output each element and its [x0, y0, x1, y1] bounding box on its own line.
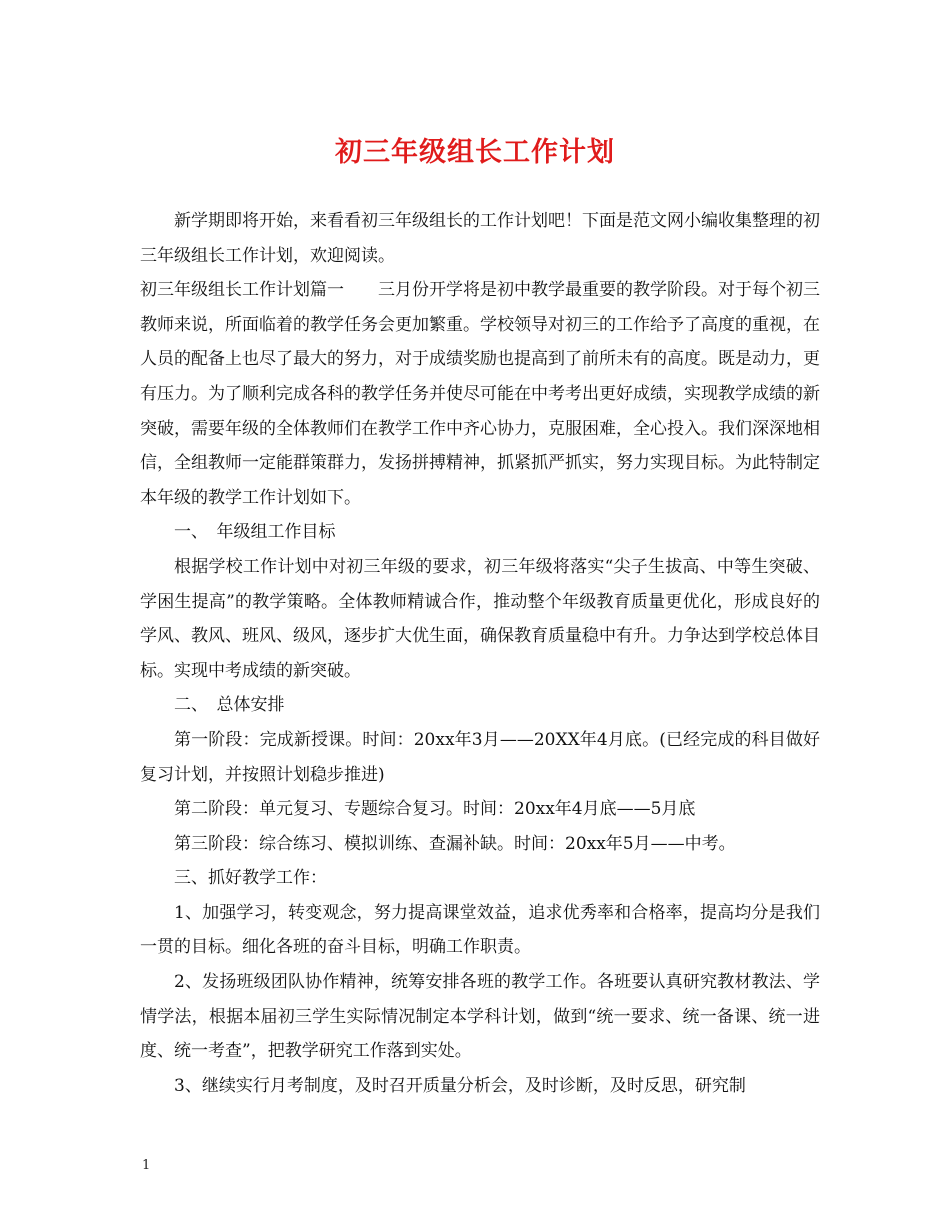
heading-section-3: 三、抓好教学工作： — [174, 868, 327, 889]
heading-section-2: 二、 总体安排 — [174, 695, 285, 716]
page-number: 1 — [142, 1158, 151, 1173]
paragraph-intro: 新学期即将开始，来看看初三年级组长的工作计划吧！下面是范文网小编收集整理的初三年级组长工作计划，欢迎阅读。 — [140, 211, 820, 266]
document-body — [140, 204, 820, 1103]
paragraph-item-2: 2、发扬班级团队协作精神，统筹安排各班的教学工作。各班要认真研究教材教法、学情学法，根据本届初三学生实际情况制定本学科计划，做到“统一要求、统一备课、统一进度、统一考查”，把教学研究工作落到实处。 — [140, 972, 820, 1062]
paragraph-section-1: 根据学校工作计划中对初三年级的要求，初三年级将落实“尖子生拔高、中等生突破、学困生提高”的教学策略。全体教师精诚合作，推动整个年级教育质量更优化，形成良好的学风、教风、班风、级风，逐步扩大优生面，确保教育质量稳中有升。力争达到学校总体目标。实现中考成绩的新突破。 — [140, 556, 820, 681]
paragraph-plan-one: 初三年级组长工作计划篇一 三月份开学将是初中教学最重要的教学阶段。对于每个初三教师来说，所面临着的教学任务会更加繁重。学校领导对初三的工作给予了高度的重视，在人员的配备上也尽了最大的努力，对于成绩奖励也提高到了前所未有的高度。既是动力，更有压力。为了顺利完成各科的教学任务并使尽可能在中考考出更好成绩，实现教学成绩的新突破，需要年级的全体教师们在教学工作中齐心协力，克服困难，全心投入。我们深深地相信，全组教师一定能群策群力，发扬拼搏精神，抓紧抓严抓实，努力实现目标。为此特制定本年级的教学工作计划如下。 — [140, 280, 820, 508]
heading-section-1: 一、 年级组工作目标 — [174, 522, 336, 543]
paragraph-stage-1: 第一阶段：完成新授课。时间：20xx年3月——20XX年4月底。(已经完成的科目做好复习计划，并按照计划稳步推进) — [140, 729, 820, 785]
paragraph-stage-2: 第二阶段：单元复习、专题综合复习。时间：20xx年4月底——5月底 — [174, 799, 696, 820]
paragraph-item-3: 3、继续实行月考制度，及时召开质量分析会，及时诊断，及时反思，研究制 — [174, 1075, 746, 1096]
paragraph-item-1: 1、加强学习，转变观念，努力提高课堂效益，追求优秀率和合格率，提高均分是我们一贯的目标。细化各班的奋斗目标，明确工作职责。 — [140, 902, 820, 958]
document-title: 初三年级组长工作计划 — [335, 137, 615, 168]
paragraph-stage-3: 第三阶段：综合练习、模拟训练、查漏补缺。时间：20xx年5月——中考。 — [174, 833, 736, 854]
